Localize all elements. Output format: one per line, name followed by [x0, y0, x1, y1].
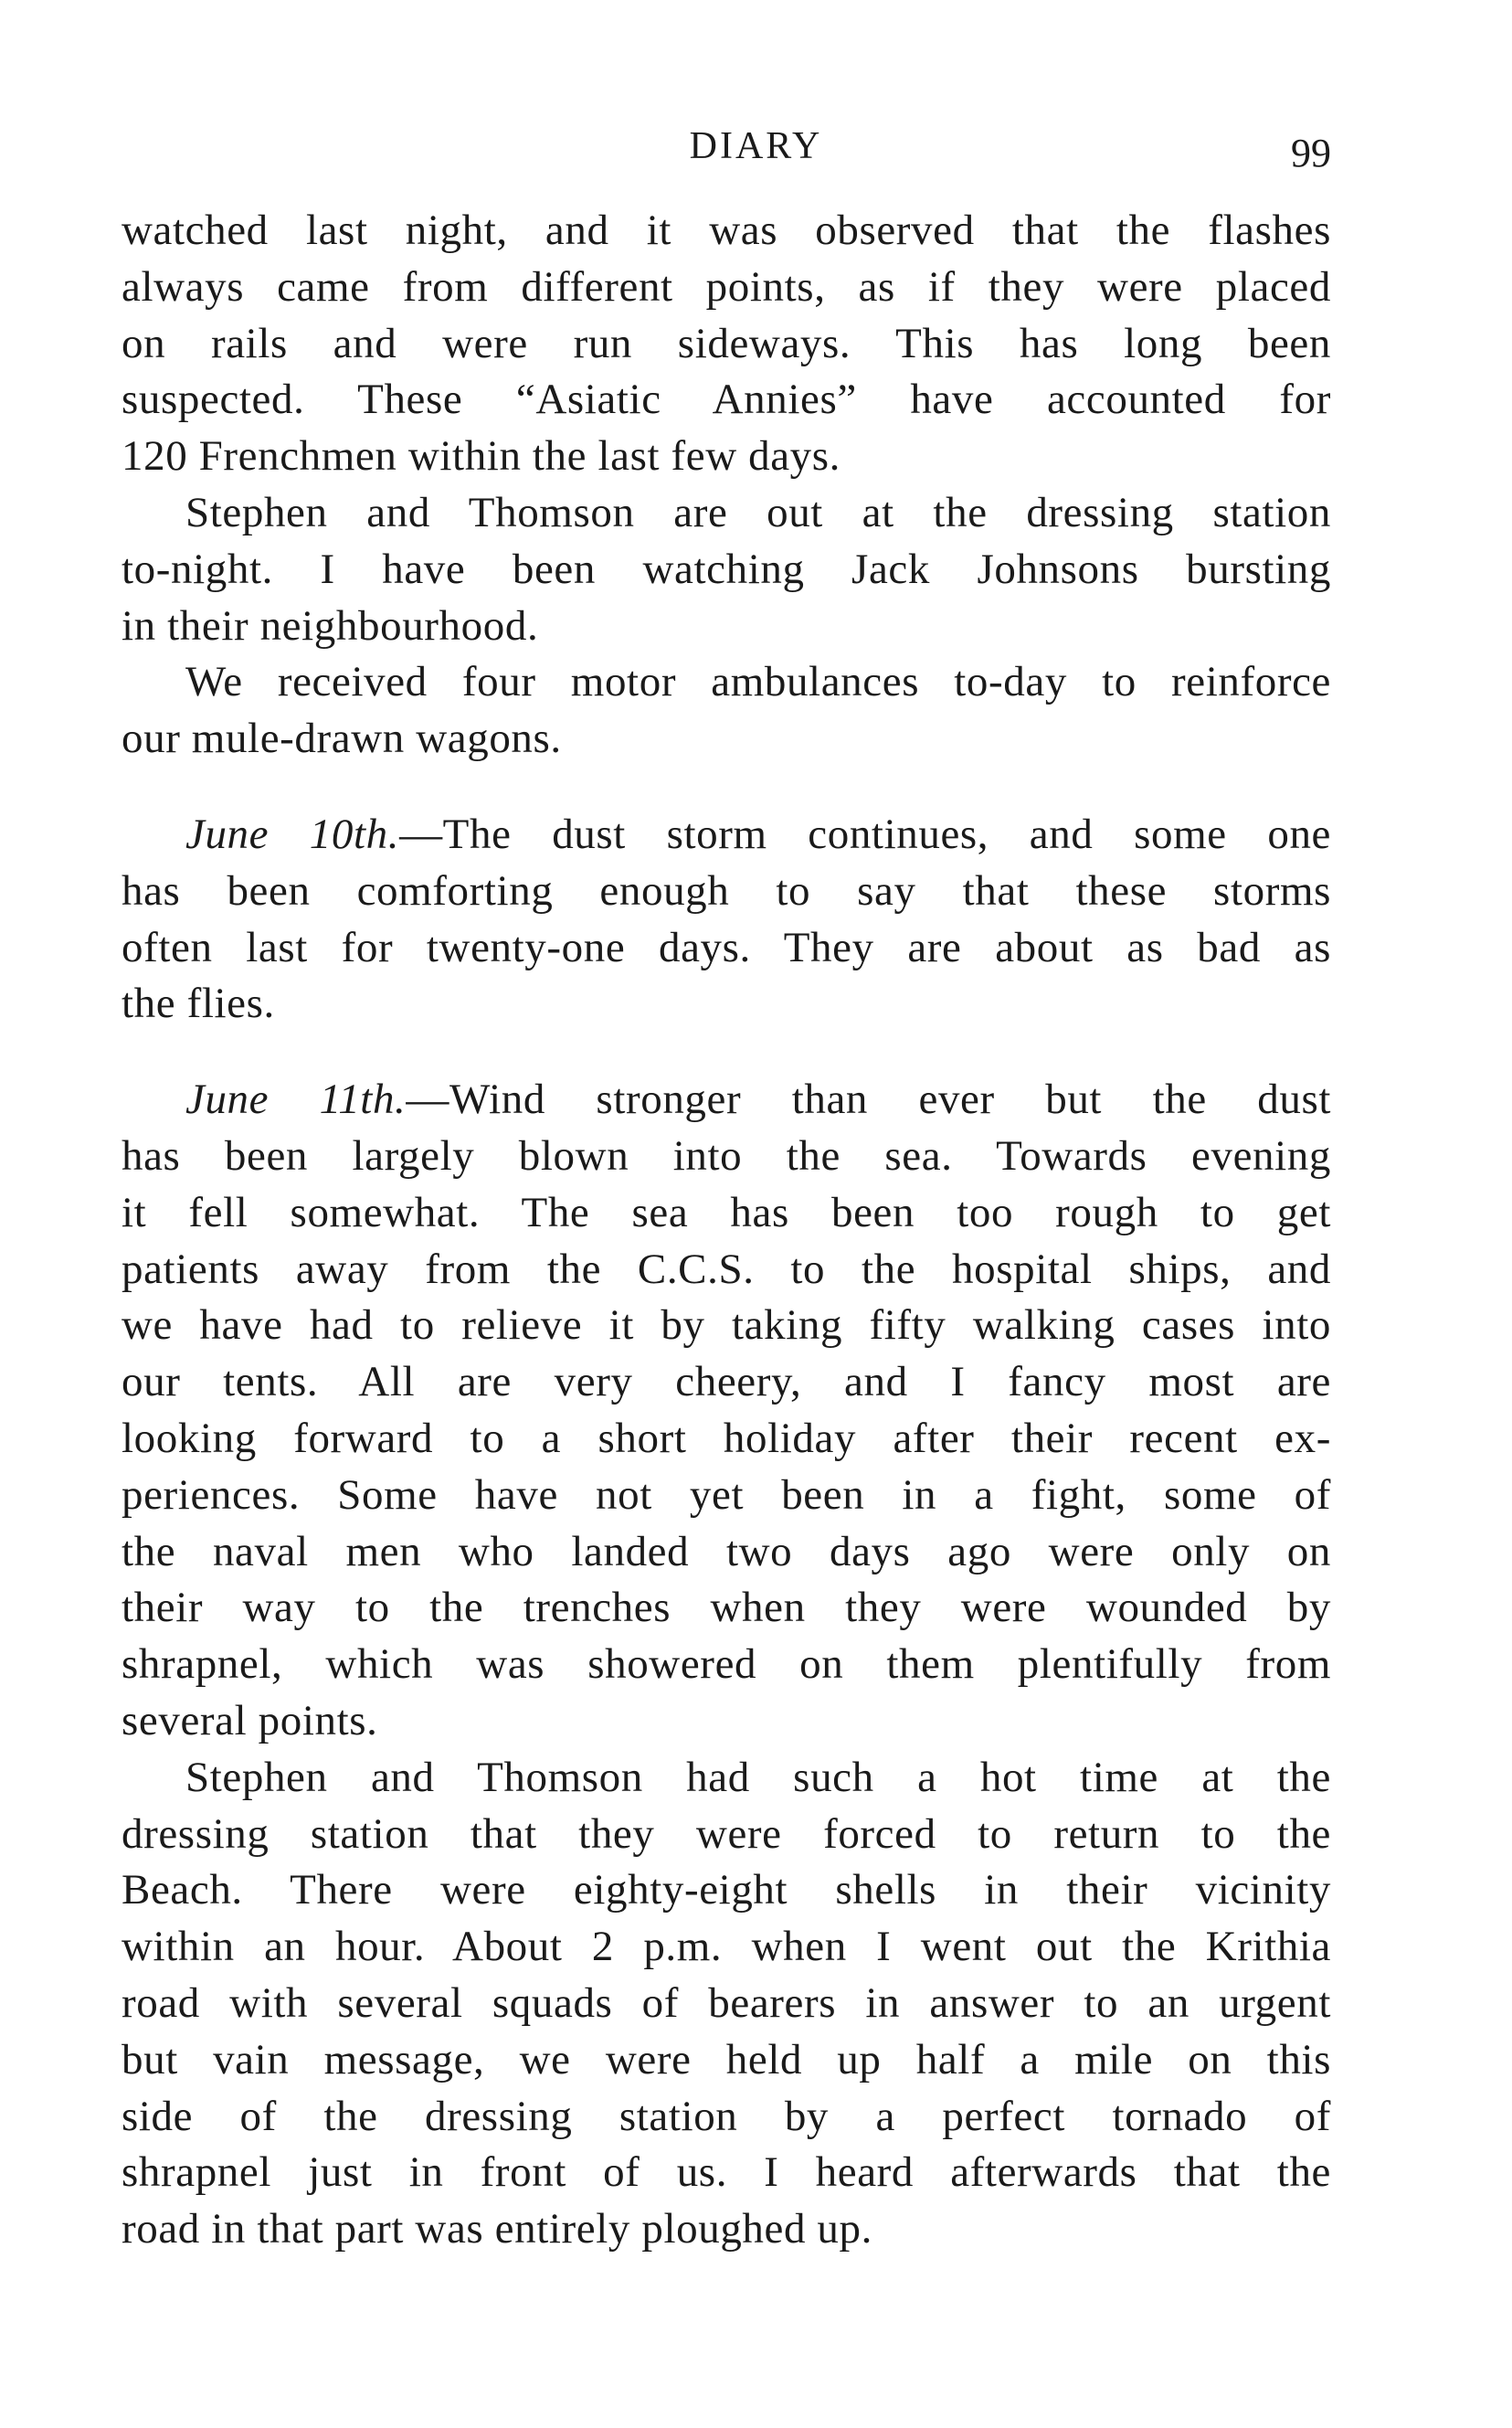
line-text: suspected. These “Asiatic Annies” have accounted for: [122, 376, 1331, 423]
text-line: [122, 2088, 1331, 2145]
text-line: [122, 259, 1331, 315]
line-text: several points.: [122, 1697, 378, 1744]
line-text: our mule-drawn wagons.: [122, 715, 562, 762]
text-line: [122, 598, 1331, 654]
line-text: Stephen and Thomson had such a hot time at the: [185, 1754, 1331, 1801]
line-text: on rails and were run sideways. This has long been: [122, 320, 1331, 367]
line-text: to-night. I have been watching Jack Johnsons bursting: [122, 546, 1331, 593]
line-text: has been comforting enough to say that these storms: [122, 867, 1331, 915]
line-text: shrapnel just in front of us. I heard afterwards that the: [122, 2148, 1331, 2196]
text-line: [122, 202, 1331, 259]
line-text: but vain message, we were held up half a mile on this: [122, 2036, 1331, 2083]
text-line: [122, 710, 1331, 767]
line-text: shrapnel, which was showered on them plentifully from: [122, 1640, 1331, 1688]
entry-date: June 10th.: [185, 811, 400, 858]
text-line: [122, 1861, 1331, 1918]
text-line: [122, 371, 1331, 428]
text-line: [185, 806, 1331, 863]
line-text: 120 Frenchmen within the last few days.: [122, 432, 841, 480]
text-line: [122, 428, 1331, 484]
line-text: Stephen and Thomson are out at the dressing station: [185, 489, 1331, 536]
text-line: [122, 1975, 1331, 2031]
line-text: watched last night, and it was observed that the flashes: [122, 207, 1331, 254]
line-text: the flies.: [122, 980, 275, 1027]
text-line: [122, 1806, 1331, 1862]
line-text: within an hour. About 2 p.m. when I went out the Krithia: [122, 1923, 1331, 1970]
line-text: the naval men who landed two days ago were only on: [122, 1528, 1331, 1575]
line-text: in their neighbourhood.: [122, 602, 539, 650]
text-line: [122, 975, 1331, 1032]
line-text: road with several squads of bearers in answer to an urgent: [122, 1979, 1331, 2027]
line-text: we have had to relieve it by taking fifty walking cases into: [122, 1301, 1331, 1349]
text-line: [185, 1749, 1331, 1806]
text-line: [122, 315, 1331, 372]
text-line: [122, 1410, 1331, 1467]
line-text: patients away from the C.C.S. to the hospital ships, and: [122, 1246, 1331, 1293]
page-number: 99: [1291, 131, 1331, 175]
text-line: [185, 1071, 1331, 1128]
line-text: periences. Some have not yet been in a fight, some of: [122, 1471, 1331, 1519]
line-text: their way to the trenches when they were wounded by: [122, 1584, 1331, 1631]
entry-date: June 11th.: [185, 1076, 407, 1123]
line-text: it fell somewhat. The sea has been too rough to get: [122, 1189, 1331, 1236]
text-line: [122, 2200, 1331, 2257]
text-line: [122, 2144, 1331, 2200]
text-line: [122, 1297, 1331, 1353]
running-head: DIARY: [689, 125, 823, 167]
text-line: [122, 1353, 1331, 1410]
line-text: always came from different points, as if they were placed: [122, 263, 1331, 311]
line-text: looking forward to a short holiday after their recent ex-: [122, 1415, 1331, 1462]
text-line: [122, 541, 1331, 598]
text-line: [185, 653, 1331, 710]
line-text: —The dust storm continues, and some one: [399, 811, 1332, 858]
text-line: [122, 1523, 1331, 1580]
line-text: We received four motor ambulances to-day to reinforce: [185, 658, 1331, 705]
text-line: [122, 919, 1331, 976]
text-line: [122, 1692, 1331, 1749]
text-line: [122, 2031, 1331, 2088]
text-line: [122, 1467, 1331, 1523]
text-line: [122, 1918, 1331, 1975]
line-text: has been largely blown into the sea. Towards evening: [122, 1132, 1331, 1180]
line-text: Beach. There were eighty-eight shells in their vicinity: [122, 1866, 1331, 1914]
text-line: [122, 1128, 1331, 1184]
text-line: [122, 863, 1331, 919]
text-line: [122, 1184, 1331, 1241]
text-line: [122, 1241, 1331, 1298]
line-text: dressing station that they were forced to return to the: [122, 1810, 1331, 1858]
text-line: [122, 1579, 1331, 1636]
line-text: —Wind stronger than ever but the dust: [406, 1076, 1331, 1123]
line-text: our tents. All are very cheery, and I fancy most are: [122, 1358, 1331, 1405]
text-line: [185, 484, 1331, 541]
text-line: [122, 1636, 1331, 1692]
line-text: often last for twenty-one days. They are about as bad as: [122, 924, 1331, 971]
line-text: side of the dressing station by a perfect tornado of: [122, 2093, 1331, 2140]
line-text: road in that part was entirely ploughed up.: [122, 2205, 872, 2253]
